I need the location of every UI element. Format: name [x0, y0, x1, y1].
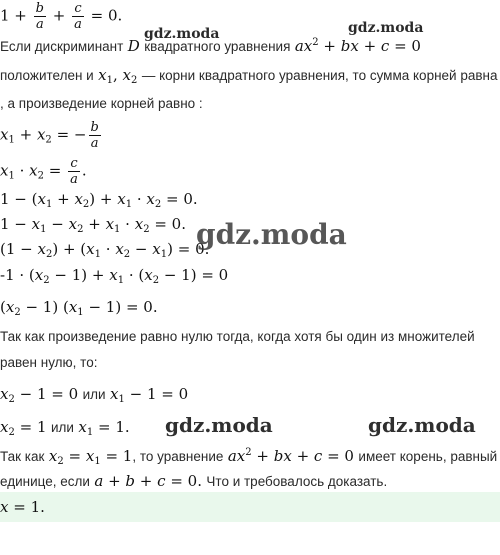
proved-text: Что и требовалось доказать.	[206, 474, 388, 489]
of-quadratic-text: квадратного уравнения	[144, 39, 291, 54]
equation-step-3: $(1 - x_2) + (x_1 \cdot x_2 - x_1) = 0$.	[0, 240, 210, 260]
if-discriminant-text: Если дискриминант	[0, 39, 124, 54]
then-equation-text: , то уравнение	[132, 449, 224, 464]
conclusion-line-2: единице, если a + b + c = 0. Что и требовалось доказать.	[0, 472, 388, 490]
unity-if-text: единице, если	[0, 474, 90, 489]
watermark-bottom-left: gdz.moda	[165, 413, 273, 437]
or-text-2: или	[50, 420, 74, 435]
answer-equation: x = 1.	[0, 498, 45, 516]
or-text-1: или	[82, 387, 106, 402]
since-text: Так как	[0, 449, 45, 464]
roots-sum-text: — корни квадратного уравнения, то сумма корней равна	[141, 68, 498, 83]
equation-step-1: $1 - (x_1 + x_2) + x_1 \cdot x_2 = 0$.	[0, 190, 198, 210]
discriminant-symbol: D	[127, 37, 140, 55]
product-equals-text: , а произведение корней равно :	[0, 96, 203, 111]
factor-cases: $x_2 - 1 = 0$ или $x_1 - 1 = 0$	[0, 385, 189, 405]
root-values: $x_2 = 1$ или $x_1 = 1$.	[0, 418, 130, 438]
factor-zero-text: равен нулю, то:	[0, 355, 98, 370]
vieta-product: $x_1 \cdot x_2$ = $\frac{c}{a}$ .	[0, 156, 87, 187]
quadratic-equation: $ax^2$ + bx + c = 0	[294, 37, 421, 55]
roots-line	[0, 66, 497, 86]
watermark-top-left: gdz.moda	[144, 26, 220, 42]
vieta-sum: $x_1 + x_2$ = − $\frac{b}{a}$	[0, 120, 99, 151]
roots-symbols: $x_1$, $x_2$	[98, 66, 138, 86]
conclusion-line-1: Так как $x_2 = x_1 = 1$, то уравнение $ax^2$ + bx + c = 0 имеет корень, равный	[0, 447, 498, 467]
equation-step-2: $1 - x_1 - x_2 + x_1 \cdot x_2 = 0$.	[0, 215, 186, 235]
has-root-text: имеет корень, равный	[358, 449, 498, 464]
equation-step-5: $(x_2 - 1) (x_1 - 1) = 0$.	[0, 298, 158, 318]
positive-and-text: положителен и	[0, 68, 94, 83]
watermark-center: gdz.moda	[196, 218, 347, 251]
watermark-bottom-right: gdz.moda	[368, 413, 476, 437]
equation-step-4: $-1 \cdot (x_2 - 1) + x_1 \cdot (x_2 - 1) = 0$	[0, 266, 229, 286]
product-zero-text: Так как произведение равно нулю тогда, когда хотя бы один из множителей	[0, 329, 475, 344]
watermark-top-right: gdz.moda	[348, 20, 424, 36]
answer-highlight	[0, 492, 500, 522]
equation-sum-fractions: 1 + $\frac{b}{a}$ + $\frac{c}{a}$ = 0.	[0, 1, 123, 32]
